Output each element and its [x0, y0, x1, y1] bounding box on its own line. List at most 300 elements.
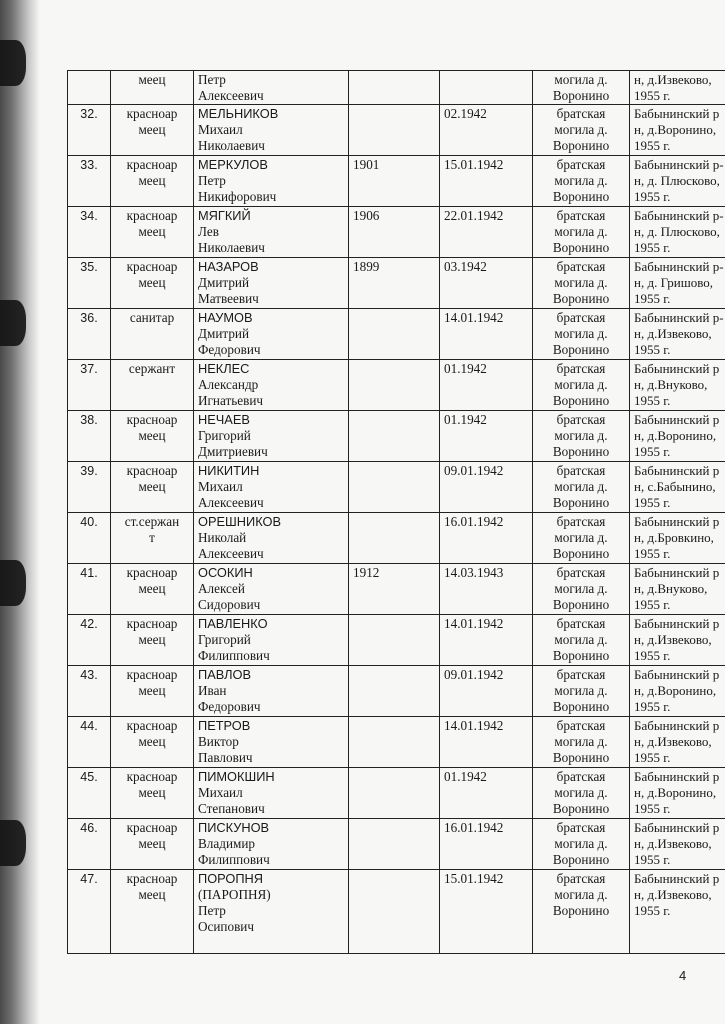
rank-line: меец	[138, 785, 166, 800]
burial-line: могила д.	[554, 530, 608, 545]
cell-death-date	[440, 411, 533, 462]
reburial-line: н, д.Воронино,	[634, 122, 717, 137]
rank-line: меец	[138, 428, 166, 443]
name-line: ПИМОКШИН	[198, 769, 275, 784]
rank-line: т	[149, 530, 155, 545]
table-row	[68, 513, 725, 564]
cell-name	[194, 258, 349, 309]
cell-birth-year	[349, 666, 440, 717]
table-row	[68, 819, 725, 870]
name-line: Павлович	[198, 750, 253, 765]
cell-burial	[533, 156, 630, 207]
burial-line: могила д.	[554, 785, 608, 800]
row-number: 33.	[80, 158, 98, 172]
cell-rank	[111, 71, 194, 105]
cell-name	[194, 411, 349, 462]
name-line: (ПАРОПНЯ)	[198, 887, 271, 902]
cell-reburial	[630, 462, 725, 513]
rank-line: сержант	[128, 361, 176, 376]
cell-name	[194, 207, 349, 258]
cell-reburial	[630, 819, 725, 870]
rank-line: меец	[138, 734, 166, 749]
death-date: 01.1942	[444, 361, 487, 376]
reburial-line: 1955 г.	[634, 138, 671, 153]
burial-line: братская	[556, 769, 606, 784]
table-row	[68, 207, 725, 258]
cell-burial	[533, 462, 630, 513]
cell-number	[68, 666, 111, 717]
name-line: Петр	[198, 173, 226, 188]
binder-hole	[0, 40, 26, 86]
cell-name	[194, 666, 349, 717]
cell-number	[68, 105, 111, 156]
reburial-line: н, д. Плюсково,	[634, 224, 720, 239]
table-row	[68, 666, 725, 717]
burial-line: могила д.	[554, 377, 608, 392]
burial-line: братская	[556, 667, 606, 682]
name-line: Алексеевич	[198, 495, 264, 510]
table-row	[68, 309, 725, 360]
reburial-line: 1955 г.	[634, 903, 671, 918]
cell-burial	[533, 105, 630, 156]
burial-line: братская	[556, 106, 606, 121]
burial-line: братская	[556, 565, 606, 580]
cell-birth-year	[349, 819, 440, 870]
burial-line: Воронино	[552, 903, 610, 918]
burial-line: Воронино	[552, 444, 610, 459]
rank-line: санитар	[129, 310, 175, 325]
burial-line: могила д.	[554, 72, 608, 87]
reburial-line: Бабынинский р	[634, 106, 720, 121]
table-row	[68, 411, 725, 462]
burial-line: могила д.	[554, 581, 608, 596]
name-line: ПОРОПНЯ	[198, 871, 264, 886]
reburial-line: 1955 г.	[634, 495, 671, 510]
cell-burial	[533, 564, 630, 615]
name-line: Сидорович	[198, 597, 261, 612]
name-line: Федорович	[198, 342, 261, 357]
rank-line: меец	[138, 632, 166, 647]
cell-birth-year	[349, 717, 440, 768]
cell-burial	[533, 207, 630, 258]
reburial-line: 1955 г.	[634, 189, 671, 204]
reburial-line: Бабынинский р-	[634, 157, 724, 172]
soldiers-table-body	[68, 71, 725, 954]
name-line: Игнатьевич	[198, 393, 264, 408]
reburial-line: 1955 г.	[634, 342, 671, 357]
rank-line: красноар	[126, 157, 178, 172]
death-date: 22.01.1942	[444, 208, 504, 223]
cell-rank	[111, 207, 194, 258]
name-line: Григорий	[198, 632, 251, 647]
name-line: Петр	[198, 72, 226, 87]
reburial-line: н, д.Извеково,	[634, 734, 712, 749]
reburial-line: н, с.Бабынино,	[634, 479, 716, 494]
cell-birth-year	[349, 360, 440, 411]
burial-line: Воронино	[552, 495, 610, 510]
name-line: Михаил	[198, 785, 243, 800]
reburial-line: Бабынинский р-	[634, 259, 724, 274]
cell-death-date	[440, 258, 533, 309]
row-number: 39.	[80, 464, 98, 478]
burial-line: могила д.	[554, 326, 608, 341]
birth-year: 1899	[353, 259, 380, 274]
name-line: МЕЛЬНИКОВ	[198, 106, 279, 121]
cell-name	[194, 564, 349, 615]
rank-line: красноар	[126, 769, 178, 784]
rank-line: меец	[138, 581, 166, 596]
table-row	[68, 258, 725, 309]
name-line: ОСОКИН	[198, 565, 253, 580]
name-line: Михаил	[198, 122, 243, 137]
burial-line: Воронино	[552, 393, 610, 408]
reburial-line: Бабынинский р	[634, 514, 720, 529]
soldiers-table	[67, 70, 725, 954]
death-date: 03.1942	[444, 259, 487, 274]
cell-number	[68, 615, 111, 666]
burial-line: братская	[556, 820, 606, 835]
reburial-line: н, д.Бровкино,	[634, 530, 714, 545]
row-number: 35.	[80, 260, 98, 274]
cell-burial	[533, 615, 630, 666]
name-line: Алексей	[198, 581, 245, 596]
cell-name	[194, 819, 349, 870]
cell-reburial	[630, 207, 725, 258]
reburial-line: н, д.Извеково,	[634, 836, 712, 851]
cell-burial	[533, 666, 630, 717]
name-line: Виктор	[198, 734, 239, 749]
death-date: 02.1942	[444, 106, 487, 121]
cell-reburial	[630, 768, 725, 819]
burial-line: Воронино	[552, 240, 610, 255]
death-date: 09.01.1942	[444, 463, 504, 478]
burial-line: могила д.	[554, 887, 608, 902]
row-number: 45.	[80, 770, 98, 784]
cell-reburial	[630, 360, 725, 411]
table-row-continued	[68, 71, 725, 105]
row-number: 40.	[80, 515, 98, 529]
reburial-line: н, д.Воронино,	[634, 428, 717, 443]
name-line: Филиппович	[198, 648, 270, 663]
cell-burial	[533, 768, 630, 819]
name-line: ОРЕШНИКОВ	[198, 514, 281, 529]
name-line: Владимир	[198, 836, 255, 851]
reburial-line: 1955 г.	[634, 648, 671, 663]
cell-rank	[111, 717, 194, 768]
cell-number	[68, 411, 111, 462]
reburial-line: н, д. Плюсково,	[634, 173, 720, 188]
rank-line: меец	[138, 224, 166, 239]
cell-birth-year	[349, 870, 440, 954]
cell-death-date	[440, 360, 533, 411]
reburial-line: Бабынинский р	[634, 718, 720, 733]
row-number: 44.	[80, 719, 98, 733]
reburial-line: 1955 г.	[634, 801, 671, 816]
reburial-line: н, д.Извеково,	[634, 72, 712, 87]
burial-line: могила д.	[554, 275, 608, 290]
burial-line: Воронино	[552, 342, 610, 357]
cell-rank	[111, 360, 194, 411]
cell-death-date	[440, 309, 533, 360]
reburial-line: Бабынинский р	[634, 361, 720, 376]
burial-line: могила д.	[554, 122, 608, 137]
cell-reburial	[630, 156, 725, 207]
cell-rank	[111, 870, 194, 954]
burial-line: могила д.	[554, 632, 608, 647]
cell-reburial	[630, 666, 725, 717]
burial-line: братская	[556, 514, 606, 529]
cell-death-date	[440, 71, 533, 105]
cell-rank	[111, 666, 194, 717]
rank-line: красноар	[126, 616, 178, 631]
reburial-line: н, д.Извеково,	[634, 632, 712, 647]
rank-line: красноар	[126, 463, 178, 478]
cell-birth-year	[349, 513, 440, 564]
cell-number	[68, 207, 111, 258]
reburial-line: Бабынинский р	[634, 820, 720, 835]
table-row	[68, 360, 725, 411]
cell-birth-year	[349, 207, 440, 258]
death-date: 09.01.1942	[444, 667, 504, 682]
birth-year: 1906	[353, 208, 380, 223]
rank-line: красноар	[126, 718, 178, 733]
table-row	[68, 564, 725, 615]
burial-line: Воронино	[552, 852, 610, 867]
reburial-line: Бабынинский р	[634, 412, 720, 427]
rank-line: меец	[138, 836, 166, 851]
reburial-line: 1955 г.	[634, 291, 671, 306]
reburial-line: 1955 г.	[634, 750, 671, 765]
burial-line: братская	[556, 616, 606, 631]
cell-birth-year	[349, 71, 440, 105]
cell-birth-year	[349, 156, 440, 207]
name-line: ПАВЛЕНКО	[198, 616, 268, 631]
row-number: 41.	[80, 566, 98, 580]
scan-edge-shadow	[0, 0, 40, 1024]
row-number: 37.	[80, 362, 98, 376]
row-number: 42.	[80, 617, 98, 631]
cell-death-date	[440, 513, 533, 564]
birth-year: 1901	[353, 157, 380, 172]
rank-line: красноар	[126, 871, 178, 886]
cell-rank	[111, 105, 194, 156]
name-line: Федорович	[198, 699, 261, 714]
name-line: ПАВЛОВ	[198, 667, 252, 682]
row-number: 47.	[80, 872, 98, 886]
rank-line: меец	[138, 122, 166, 137]
table-row	[68, 615, 725, 666]
cell-name	[194, 462, 349, 513]
cell-reburial	[630, 615, 725, 666]
reburial-line: 1955 г.	[634, 546, 671, 561]
binder-hole	[0, 820, 26, 866]
cell-reburial	[630, 513, 725, 564]
rank-line: меец	[138, 275, 166, 290]
name-line: НЕКЛЕС	[198, 361, 250, 376]
cell-name	[194, 156, 349, 207]
rank-line: красноар	[126, 106, 178, 121]
cell-number	[68, 462, 111, 513]
burial-line: могила д.	[554, 428, 608, 443]
name-line: МЕРКУЛОВ	[198, 157, 268, 172]
rank-line: ст.сержан	[124, 514, 180, 529]
name-line: МЯГКИЙ	[198, 208, 251, 223]
cell-name	[194, 717, 349, 768]
burial-line: Воронино	[552, 750, 610, 765]
cell-number	[68, 564, 111, 615]
name-line: Степанович	[198, 801, 265, 816]
cell-burial	[533, 258, 630, 309]
name-line: Григорий	[198, 428, 251, 443]
death-date: 01.1942	[444, 412, 487, 427]
death-date: 16.01.1942	[444, 514, 504, 529]
cell-number	[68, 870, 111, 954]
cell-reburial	[630, 717, 725, 768]
name-line: Матвеевич	[198, 291, 259, 306]
table-row	[68, 156, 725, 207]
death-date: 16.01.1942	[444, 820, 504, 835]
cell-reburial	[630, 71, 725, 105]
name-line: Иван	[198, 683, 227, 698]
reburial-line: н, д.Извеково,	[634, 326, 712, 341]
cell-number	[68, 156, 111, 207]
cell-name	[194, 360, 349, 411]
reburial-line: н, д.Извеково,	[634, 887, 712, 902]
name-line: Петр	[198, 903, 226, 918]
name-line: Дмитрий	[198, 326, 250, 341]
burial-line: могила д.	[554, 224, 608, 239]
reburial-line: 1955 г.	[634, 699, 671, 714]
burial-line: Воронино	[552, 597, 610, 612]
cell-death-date	[440, 819, 533, 870]
death-date: 15.01.1942	[444, 157, 504, 172]
cell-death-date	[440, 666, 533, 717]
name-line: НИКИТИН	[198, 463, 260, 478]
table-row	[68, 870, 725, 954]
table-row	[68, 105, 725, 156]
page-number: 4	[679, 968, 687, 983]
cell-birth-year	[349, 105, 440, 156]
name-line: Никифорович	[198, 189, 277, 204]
cell-burial	[533, 411, 630, 462]
cell-reburial	[630, 564, 725, 615]
rank-line: меец	[138, 173, 166, 188]
cell-rank	[111, 819, 194, 870]
cell-death-date	[440, 717, 533, 768]
reburial-line: 1955 г.	[634, 444, 671, 459]
reburial-line: Бабынинский р	[634, 616, 720, 631]
burial-line: Воронино	[552, 88, 610, 103]
burial-line: Воронино	[552, 291, 610, 306]
cell-number	[68, 768, 111, 819]
cell-birth-year	[349, 258, 440, 309]
cell-number	[68, 71, 111, 105]
burial-line: братская	[556, 157, 606, 172]
reburial-line: Бабынинский р	[634, 565, 720, 580]
name-line: НАЗАРОВ	[198, 259, 259, 274]
rank-line: меец	[138, 479, 166, 494]
rank-line: красноар	[126, 208, 178, 223]
burial-line: Воронино	[552, 699, 610, 714]
cell-death-date	[440, 462, 533, 513]
rank-line: меец	[138, 72, 166, 87]
cell-death-date	[440, 564, 533, 615]
rank-line: красноар	[126, 259, 178, 274]
cell-name	[194, 870, 349, 954]
reburial-line: н, д.Воронино,	[634, 683, 717, 698]
cell-burial	[533, 513, 630, 564]
burial-line: братская	[556, 361, 606, 376]
reburial-line: Бабынинский р	[634, 769, 720, 784]
reburial-line: Бабынинский р	[634, 463, 720, 478]
name-line: Алексеевич	[198, 88, 264, 103]
name-line: Лев	[198, 224, 219, 239]
reburial-line: Бабынинский р-	[634, 310, 724, 325]
name-line: Михаил	[198, 479, 243, 494]
birth-year: 1912	[353, 565, 380, 580]
name-line: Николаевич	[198, 138, 265, 153]
name-line: Осипович	[198, 919, 255, 934]
name-line: Александр	[198, 377, 259, 392]
reburial-line: 1955 г.	[634, 393, 671, 408]
cell-rank	[111, 615, 194, 666]
reburial-line: 1955 г.	[634, 88, 671, 103]
table-row	[68, 768, 725, 819]
cell-rank	[111, 258, 194, 309]
rank-line: красноар	[126, 565, 178, 580]
reburial-line: 1955 г.	[634, 597, 671, 612]
death-date: 14.01.1942	[444, 718, 504, 733]
reburial-line: н, д.Воронино,	[634, 785, 717, 800]
burial-line: Воронино	[552, 546, 610, 561]
cell-burial	[533, 870, 630, 954]
name-line: Николаевич	[198, 240, 265, 255]
cell-birth-year	[349, 564, 440, 615]
burial-line: братская	[556, 259, 606, 274]
cell-rank	[111, 156, 194, 207]
table-row	[68, 462, 725, 513]
cell-reburial	[630, 870, 725, 954]
name-line: ПИСКУНОВ	[198, 820, 270, 835]
row-number: 38.	[80, 413, 98, 427]
name-line: Дмитриевич	[198, 444, 268, 459]
reburial-line: н, д.Внуково,	[634, 377, 708, 392]
cell-death-date	[440, 156, 533, 207]
cell-reburial	[630, 105, 725, 156]
burial-line: могила д.	[554, 479, 608, 494]
row-number: 36.	[80, 311, 98, 325]
cell-name	[194, 105, 349, 156]
reburial-line: н, д. Гришово,	[634, 275, 714, 290]
cell-name	[194, 71, 349, 105]
name-line: НАУМОВ	[198, 310, 253, 325]
cell-birth-year	[349, 462, 440, 513]
cell-death-date	[440, 207, 533, 258]
reburial-line: Бабынинский р	[634, 871, 720, 886]
name-line: Дмитрий	[198, 275, 250, 290]
cell-burial	[533, 360, 630, 411]
cell-rank	[111, 309, 194, 360]
cell-death-date	[440, 615, 533, 666]
row-number: 32.	[80, 107, 98, 121]
name-line: НЕЧАЕВ	[198, 412, 250, 427]
reburial-line: 1955 г.	[634, 240, 671, 255]
burial-line: Воронино	[552, 138, 610, 153]
cell-burial	[533, 717, 630, 768]
cell-number	[68, 258, 111, 309]
burial-line: братская	[556, 871, 606, 886]
burial-line: братская	[556, 412, 606, 427]
